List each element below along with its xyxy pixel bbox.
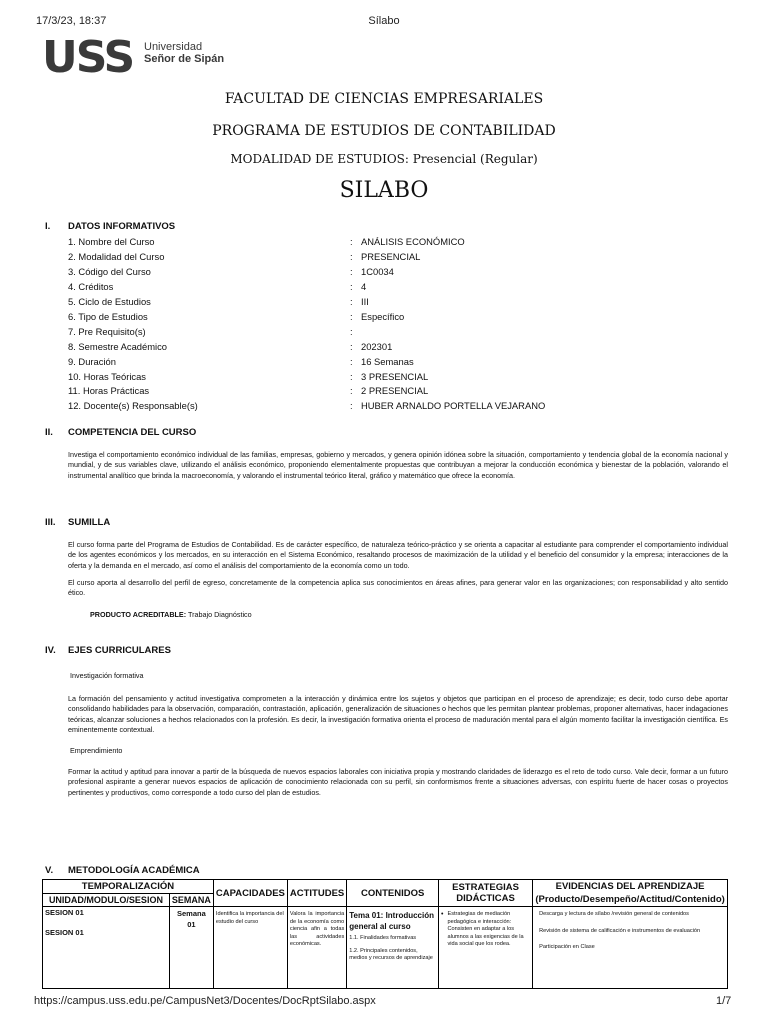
section-number: V. bbox=[45, 865, 54, 876]
estrategia-item bbox=[441, 911, 530, 949]
eje-subtitle: Investigación formativa bbox=[70, 671, 144, 680]
logo-line1: Universidad bbox=[144, 41, 203, 53]
eje-text-2: Formar la actitud y aptitud para innovar a partir de la búsqueda de nuevos espacios laborales con iniciativa propia y mostrando claridades de liderazgo es el reto de todo curso. Vale decir, formar a un futuro profesional aspirante a generar nuevos espacios de aplicación de conocimiento relacionada con su perfil, sin conformismos frente a situaciones adversas, con espíritu fuerte de hacer cosas o proyectos pertinentes y productivos, como corresponde a todo curso del plan de estudios. bbox=[68, 767, 728, 797]
metodologia-table bbox=[42, 879, 728, 989]
datos-value: PRESENCIAL bbox=[361, 251, 421, 262]
sesion-label: SESION 01 bbox=[45, 908, 84, 917]
logo-mark: USS bbox=[42, 32, 134, 83]
producto-acreditable bbox=[90, 610, 252, 620]
datos-colon: : bbox=[350, 251, 353, 262]
competencia-text: Investiga el comportamiento económico individual de las familias, empresas, gobierno y mercados, y genera opinión idónea sobre la situación, comportamiento y tendencia global de la economía nacional y mundial, y de sus variables clave, utilizando el análisis económico, proponiendo elementalmente propuestas que contribuyan a mejorar la conducción económica y bienestar de la población, valorando el instrumental analítico que brinda la macroeconomía, y valorando el instrumental teórico literal, gráfico y matemático que ofrece la economía. bbox=[68, 450, 728, 480]
header-unidad: UNIDAD/MODULO/SESION bbox=[43, 893, 170, 907]
evidencia-item: Descarga y lectura de sílabo /revisión general de contenidos bbox=[539, 911, 689, 917]
datos-colon: : bbox=[350, 236, 353, 247]
tema-title: Tema 01: Introducción general al curso bbox=[349, 911, 435, 931]
header-actitudes: ACTITUDES bbox=[287, 880, 346, 907]
bullet-icon: • bbox=[441, 911, 444, 918]
section-title: COMPETENCIA DEL CURSO bbox=[68, 427, 197, 438]
table-row bbox=[43, 907, 728, 989]
actitud-cell: Valora la importancia de la economía como ciencia afin a todas las actividades económicas. bbox=[287, 907, 346, 989]
print-datetime: 17/3/23, 18:37 bbox=[36, 15, 107, 27]
sesion-label: SESION 01 bbox=[45, 928, 84, 937]
datos-label: 11. Horas Prácticas bbox=[68, 385, 150, 396]
datos-colon: : bbox=[350, 400, 353, 411]
datos-colon: : bbox=[350, 311, 353, 322]
datos-label: 4. Créditos bbox=[68, 281, 114, 292]
datos-label: 7. Pre Requisito(s) bbox=[68, 326, 146, 337]
header-capacidades: CAPACIDADES bbox=[213, 880, 287, 907]
section-number: III. bbox=[45, 517, 56, 528]
datos-colon: : bbox=[350, 266, 353, 277]
datos-colon: : bbox=[350, 371, 353, 382]
section-number: IV. bbox=[45, 645, 56, 656]
producto-value: Trabajo Diagnóstico bbox=[187, 610, 252, 619]
header-temporalizacion: TEMPORALIZACIÓN bbox=[43, 880, 214, 894]
contenido-item: 1.2. Principales contenidos, medios y recursos de aprendizaje bbox=[349, 947, 433, 962]
eje-text-1: La formación del pensamiento y actitud investigativa comprometen a la interacción y dinámica entre los sujetos y objetos que participan en el proceso de aprendizaje; es decir, todo curso debe aportar consolidando habilidades para la observación, comparación, contrastación, aplicación, generalización de situaciones o hechos que les permitan plantear problemas, proponer alternativas, hacer indagaciones teóricas, alcanzar soluciones a hechos relacionados con la profesión. Es decir, la investigación formativa orienta el proceso de maduración mental para el algún momento facilitar la investigación científica. Es eminentemente contextual. bbox=[68, 694, 728, 735]
faculty-title: FACULTAD DE CIENCIAS EMPRESARIALES bbox=[224, 91, 544, 107]
datos-label: 9. Duración bbox=[68, 356, 116, 367]
section-title: SUMILLA bbox=[68, 517, 111, 528]
print-tab-title: Sílabo bbox=[368, 15, 400, 27]
datos-value: ANÁLISIS ECONÓMICO bbox=[361, 236, 465, 247]
sumilla-text-2: El curso aporta al desarrollo del perfil de egreso, concretamente de la competencia aplica sus conocimientos en áreas afines, para generar valor en las organizaciones; con responsabilidad y alto sentido ético. bbox=[68, 578, 728, 598]
producto-label: PRODUCTO ACREDITABLE: bbox=[90, 610, 187, 619]
document-title: SILABO bbox=[339, 178, 429, 203]
datos-value: Específico bbox=[361, 311, 405, 322]
header-evidencias: EVIDENCIAS DEL APRENDIZAJE (Producto/Desempeño/Actitud/Contenido) bbox=[533, 880, 728, 907]
contenido-item: 1.1. Finalidades formativas bbox=[349, 935, 417, 941]
estrategia-text: Estrategias de mediación pedagógica e interacción: Consisten en adaptar a los alumnos a las exigencias de la vida social que los rodea. bbox=[447, 911, 524, 948]
datos-colon: : bbox=[350, 356, 353, 367]
section-title: DATOS INFORMATIVOS bbox=[68, 221, 176, 232]
section-number: II. bbox=[45, 427, 53, 438]
sumilla-text-1: El curso forma parte del Programa de Estudios de Contabilidad. Es de carácter específico, de naturaleza teórico-práctico y se orienta a capacitar al estudiante para comprender el comportamiento individual de los agentes económicos y los mercados, en su interacción en el Sistema Económico, resaltando procesos de maximización de la utilidad y el beneficio del consumidor y la empresa; interacciones de la oferta y la demanda en el mercado, así como el análisis del comportamiento de la economía como un todo. bbox=[68, 540, 728, 570]
section-number: I. bbox=[45, 221, 51, 232]
datos-value: 1C0034 bbox=[361, 266, 394, 277]
section-title: EJES CURRICULARES bbox=[68, 645, 171, 656]
program-title: PROGRAMA DE ESTUDIOS DE CONTABILIDAD bbox=[212, 123, 556, 139]
evidencia-item: Participación en Clase bbox=[539, 944, 595, 951]
evidencia-item: Revisión de sistema de calificación e instrumentos de evaluación bbox=[539, 927, 701, 934]
datos-label: 6. Tipo de Estudios bbox=[68, 311, 148, 322]
datos-label: 2. Modalidad del Curso bbox=[68, 251, 165, 262]
datos-colon: : bbox=[350, 281, 353, 292]
logo-line2: Señor de Sipán bbox=[144, 53, 225, 65]
print-url: https://campus.uss.edu.pe/CampusNet3/Docentes/DocRptSilabo.aspx bbox=[34, 995, 376, 1007]
datos-label: 5. Ciclo de Estudios bbox=[68, 296, 151, 307]
datos-label: 1. Nombre del Curso bbox=[68, 236, 155, 247]
datos-value: HUBER ARNALDO PORTELLA VEJARANO bbox=[361, 400, 546, 411]
datos-value: 2 PRESENCIAL bbox=[361, 385, 429, 396]
capacidad-cell: Identifica la importancia del estudio del curso bbox=[213, 907, 287, 989]
uss-logo bbox=[42, 32, 242, 83]
datos-value: 202301 bbox=[361, 341, 393, 352]
modality-line: MODALIDAD DE ESTUDIOS: Presencial (Regular) bbox=[230, 152, 538, 166]
header-contenidos: CONTENIDOS bbox=[347, 880, 439, 907]
datos-colon: : bbox=[350, 341, 353, 352]
datos-value: 4 bbox=[361, 281, 367, 292]
datos-label: 8. Semestre Académico bbox=[68, 341, 168, 352]
datos-label: 10. Horas Teóricas bbox=[68, 371, 146, 382]
header-semana: SEMANA bbox=[169, 893, 213, 907]
datos-value: III bbox=[361, 296, 369, 307]
semana-cell: Semana 01 bbox=[169, 907, 213, 989]
datos-value: 3 PRESENCIAL bbox=[361, 371, 429, 382]
datos-colon: : bbox=[350, 385, 353, 396]
datos-colon: : bbox=[350, 326, 353, 337]
header-estrategias: ESTRATEGIAS DIDÁCTICAS bbox=[439, 880, 533, 907]
section-title: METODOLOGÍA ACADÉMICA bbox=[68, 865, 200, 876]
datos-label: 12. Docente(s) Responsable(s) bbox=[68, 400, 198, 411]
print-page-number: 1/7 bbox=[716, 995, 732, 1007]
datos-value: 16 Semanas bbox=[361, 356, 414, 367]
eje-subtitle: Emprendimiento bbox=[70, 746, 123, 755]
datos-label: 3. Código del Curso bbox=[68, 266, 151, 277]
datos-colon: : bbox=[350, 296, 353, 307]
